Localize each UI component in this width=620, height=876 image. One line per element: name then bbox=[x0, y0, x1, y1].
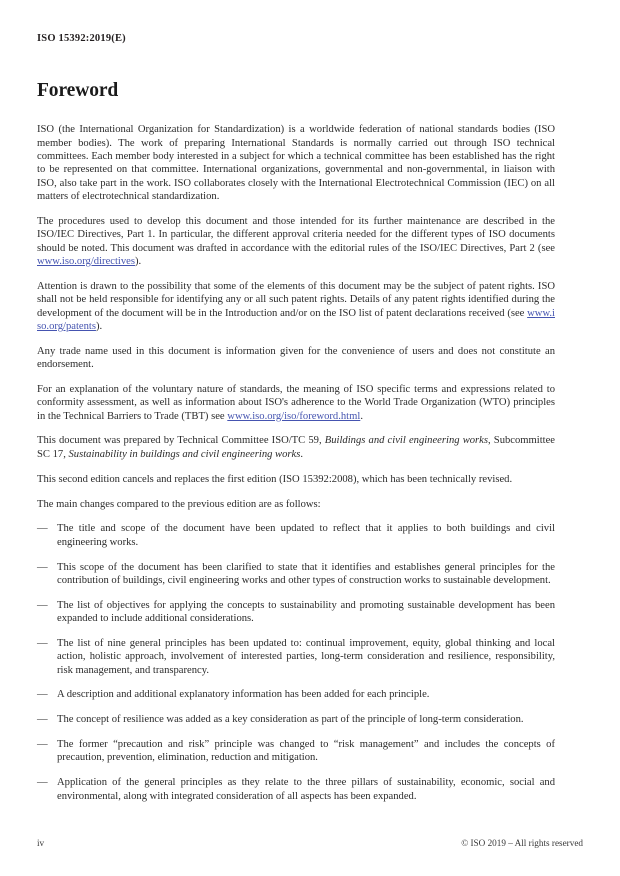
committee-text-1: This document was prepared by Technical Committee ISO/TC 59, bbox=[37, 435, 325, 447]
list-item bbox=[37, 738, 555, 765]
list-item bbox=[37, 522, 555, 549]
list-item-text: A description and additional explanatory information has been added for each principle. bbox=[57, 689, 430, 701]
link-iso-patents[interactable]: www.iso.org/patents bbox=[37, 307, 555, 332]
copyright-notice: © ISO 2019 – All rights reserved bbox=[461, 838, 583, 848]
page-number: iv bbox=[37, 838, 45, 848]
list-item-text: The list of nine general principles has been updated to: continual improvement, equity, global thinking and local action, holistic approach, involvement of interested parties, long-term consideration and resilience, responsibility, risk management, and transparency. bbox=[57, 637, 555, 676]
list-item-text: Application of the general principles as they relate to the three pillars of sustainability, economic, social and environmental, along with integrated consideration of all aspects has been expanded. bbox=[57, 777, 555, 802]
changes-list bbox=[37, 522, 555, 803]
paragraph-patent-text-before: Attention is drawn to the possibility that some of the elements of this document may be the subject of patent rights. ISO shall not be held responsible for identifying any or all such patent rights. Details of any patent rights identified during the development of the document will be in the Introduction and/or on the ISO list of patent declarations received (see bbox=[37, 280, 555, 319]
dash-marker: — bbox=[37, 561, 48, 573]
paragraph-voluntary-text-after: . bbox=[360, 410, 363, 422]
list-item bbox=[37, 688, 555, 701]
list-item bbox=[37, 776, 555, 803]
list-item-text: The list of objectives for applying the concepts to sustainability and promoting sustainable development has been expanded to include additional considerations. bbox=[57, 599, 555, 625]
link-iso-foreword[interactable]: www.iso.org/iso/foreword.html bbox=[227, 410, 361, 422]
list-item-text: The former “precaution and risk” principle was changed to “risk management” and includes the concepts of precaution, prevention, elimination, reduction and mitigation. bbox=[57, 739, 555, 764]
paragraph-main-changes-intro: The main changes compared to the previous edition are as follows: bbox=[37, 498, 321, 510]
paragraph-voluntary-nature bbox=[37, 383, 555, 423]
list-item bbox=[37, 713, 555, 726]
paragraph-patent-text-after: ). bbox=[95, 320, 103, 332]
running-head: ISO 15392:2019(E) bbox=[37, 33, 126, 44]
list-item bbox=[37, 561, 555, 588]
dash-marker: — bbox=[37, 777, 48, 789]
committee-scope-title: Buildings and civil engineering works bbox=[324, 435, 489, 447]
paragraph-voluntary-text-before: For an explanation of the voluntary nature of standards, the meaning of ISO specific terms and expressions related to conformity assessment, as well as information about ISO's adherence to the World Trade Organization (WTO) principles in the Technical Barriers to Trade (TBT) see bbox=[37, 383, 555, 422]
dash-marker: — bbox=[37, 637, 48, 649]
dash-marker: — bbox=[37, 714, 48, 726]
paragraph-committee bbox=[37, 434, 555, 461]
subcommittee-scope-title: Sustainability in buildings and civil engineering works bbox=[68, 448, 301, 460]
dash-marker: — bbox=[37, 739, 48, 751]
list-item-text: The concept of resilience was added as a key consideration as part of the principle of long-term consideration. bbox=[57, 714, 524, 726]
list-item-text: The title and scope of the document have been updated to reflect that it applies to both buildings and civil engineering works. bbox=[57, 523, 555, 548]
paragraph-second-edition: This second edition cancels and replaces the first edition (ISO 15392:2008), which has been technically revised. bbox=[37, 473, 513, 485]
paragraph-trade-name: Any trade name used in this document is information given for the convenience of users and does not constitute an endorsement. bbox=[37, 345, 555, 371]
page-title: Foreword bbox=[37, 80, 119, 101]
page-content bbox=[37, 80, 555, 815]
committee-text-2: , Subcommittee SC 17, bbox=[37, 435, 556, 460]
dash-marker: — bbox=[37, 689, 48, 701]
dash-marker: — bbox=[37, 599, 48, 611]
list-item bbox=[37, 637, 555, 677]
dash-marker: — bbox=[37, 523, 48, 535]
paragraph-procedures bbox=[37, 215, 555, 268]
list-item bbox=[37, 599, 555, 626]
link-iso-directives[interactable]: www.iso.org/directives bbox=[37, 256, 135, 268]
list-item-text: This scope of the document has been clarified to state that it identifies and establishes general principles for the contribution of buildings, civil engineering works and other types of construction works to sustainable development. bbox=[57, 561, 555, 586]
paragraph-iso-description: ISO (the International Organization for Standardization) is a worldwide federation of national standards bodies (ISO member bodies). The work of preparing International Standards is normally carried out through ISO technical committees. Each member body interested in a subject for which a technical committee has been established has the right to be represented on that committee. International organizations, governmental and non-governmental, in liaison with ISO, also take part in the work. ISO collaborates closely with the International Electrotechnical Commission (IEC) on all matters of electrotechnical standardization. bbox=[37, 124, 555, 203]
paragraph-procedures-text-after: ). bbox=[134, 256, 142, 268]
paragraph-procedures-text-before: The procedures used to develop this document and those intended for its further maintenance are described in the ISO/IEC Directives, Part 1. In particular, the different approval criteria needed for the different types of ISO documents should be noted. This document was drafted in accordance with the editorial rules of the ISO/IEC Directives, Part 2 (see bbox=[37, 216, 555, 254]
committee-text-3: . bbox=[300, 448, 304, 460]
paragraph-patent-rights bbox=[37, 280, 555, 333]
